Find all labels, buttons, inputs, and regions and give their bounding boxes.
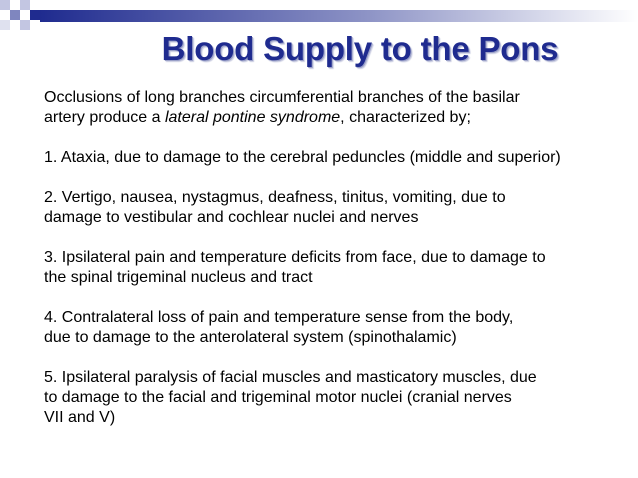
list-item-line: 2. Vertigo, nausea, nystagmus, deafness, tinitus, vomiting, due to — [44, 189, 506, 206]
intro-line: Occlusions of long branches circumferential branches of the basilar — [44, 89, 520, 106]
header-gradient-bar — [40, 10, 638, 22]
list-item-line: 3. Ipsilateral pain and temperature deficits from face, due to damage to — [44, 249, 546, 266]
list-item-line: the spinal trigeminal nucleus and tract — [44, 269, 313, 286]
intro-line — [44, 108, 624, 128]
list-item — [44, 188, 624, 228]
deco-square — [10, 10, 20, 20]
intro-paragraph — [44, 88, 624, 128]
list-item-line: 1. Ataxia, due to damage to the cerebral peduncles (middle and superior) — [44, 149, 561, 166]
list-item — [44, 308, 624, 348]
slide-title: Blood Supply to the Pons — [161, 30, 559, 67]
intro-text: , characterized by; — [340, 109, 471, 126]
intro-text: artery produce a — [44, 109, 165, 126]
list-item-line: VII and V) — [44, 409, 116, 426]
list-item-line: 5. Ipsilateral paralysis of facial muscles and masticatory muscles, due — [44, 369, 537, 386]
list-item-line: to damage to the facial and trigeminal motor nuclei (cranial nerves — [44, 389, 512, 406]
deco-square — [20, 0, 30, 10]
deco-square — [0, 0, 10, 10]
list-item — [44, 248, 624, 288]
deco-square — [0, 20, 10, 30]
list-item-line: due to damage to the anterolateral system (spinothalamic) — [44, 329, 457, 346]
slide-body — [44, 88, 624, 428]
list-item — [44, 148, 624, 168]
list-item-line: 4. Contralateral loss of pain and temperature sense from the body, — [44, 309, 514, 326]
intro-emphasis: lateral pontine syndrome — [164, 109, 341, 126]
deco-square — [30, 10, 40, 20]
list-item — [44, 368, 624, 428]
list-item-line: damage to vestibular and cochlear nuclei and nerves — [44, 209, 419, 226]
deco-square — [20, 20, 30, 30]
